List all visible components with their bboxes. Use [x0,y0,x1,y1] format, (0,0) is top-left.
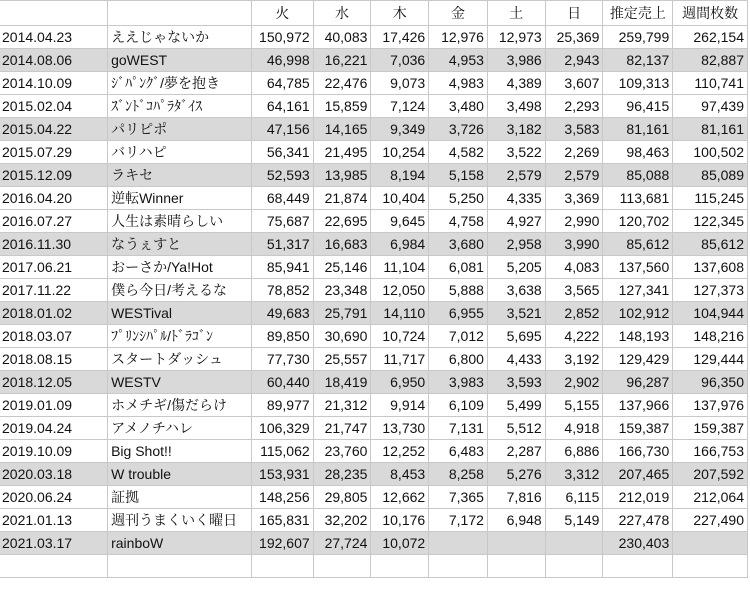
sales-value-cell[interactable]: 81,161 [673,118,748,141]
sales-value-cell[interactable]: 5,276 [487,463,545,486]
empty-cell[interactable] [371,555,429,578]
sales-value-cell[interactable]: 5,512 [487,417,545,440]
sales-value-cell[interactable]: 4,758 [429,210,488,233]
sales-value-cell[interactable]: 85,088 [603,164,673,187]
table-row [0,26,748,49]
sales-value-cell[interactable]: 89,977 [251,394,313,417]
table-row [0,164,748,187]
empty-cell[interactable] [251,555,313,578]
empty-cell[interactable] [487,555,545,578]
sales-value-cell[interactable]: 2,269 [545,141,603,164]
sales-value-cell[interactable]: 8,258 [429,463,488,486]
sales-value-cell[interactable]: 23,348 [313,279,371,302]
sales-value-cell[interactable]: 78,852 [251,279,313,302]
sales-value-cell[interactable]: 23,760 [313,440,371,463]
sales-value-cell[interactable]: 81,161 [603,118,673,141]
sales-value-cell[interactable]: 148,256 [251,486,313,509]
sales-value-cell[interactable]: 2,990 [545,210,603,233]
empty-row [0,555,748,578]
table-row [0,256,748,279]
sales-value-cell[interactable]: 12,662 [371,486,429,509]
header-cell[interactable]: 日 [545,1,603,26]
sales-value-cell[interactable]: 60,440 [251,371,313,394]
sales-value-cell[interactable]: 51,317 [251,233,313,256]
sales-value-cell[interactable]: 64,161 [251,95,313,118]
sales-value-cell[interactable]: 85,941 [251,256,313,279]
sales-value-cell[interactable]: 102,912 [603,302,673,325]
table-row [0,532,748,555]
release-date-cell[interactable]: 2018.01.02 [0,302,108,325]
table-row [0,486,748,509]
table-row [0,509,748,532]
single-title-cell[interactable]: なうぇすと [108,233,252,256]
sales-value-cell[interactable]: 9,914 [371,394,429,417]
sales-value-cell[interactable]: 159,387 [603,417,673,440]
sales-value-cell[interactable]: 12,252 [371,440,429,463]
sales-value-cell[interactable]: 96,287 [603,371,673,394]
sales-value-cell[interactable]: 25,791 [313,302,371,325]
sales-value-cell[interactable]: 4,433 [487,348,545,371]
release-date-cell[interactable]: 2019.01.09 [0,394,108,417]
sales-value-cell[interactable]: 5,695 [487,325,545,348]
release-date-cell[interactable]: 2018.08.15 [0,348,108,371]
sales-value-cell[interactable]: 3,680 [429,233,488,256]
sales-value-cell[interactable]: 64,785 [251,72,313,95]
sales-value-cell[interactable]: 100,502 [673,141,748,164]
sales-value-cell[interactable]: 6,081 [429,256,488,279]
sales-value-cell[interactable]: 192,607 [251,532,313,555]
table-row [0,302,748,325]
sales-value-cell[interactable]: 3,312 [545,463,603,486]
sales-value-cell[interactable]: 22,476 [313,72,371,95]
header-cell[interactable]: 金 [429,1,488,26]
sales-value-cell[interactable]: 97,439 [673,95,748,118]
header-row [0,1,748,26]
release-date-cell[interactable]: 2014.04.23 [0,26,108,49]
sales-value-cell[interactable]: 89,850 [251,325,313,348]
sales-value-cell[interactable]: 159,387 [673,417,748,440]
sales-value-cell[interactable]: 56,341 [251,141,313,164]
sales-value-cell[interactable]: 75,687 [251,210,313,233]
sales-value-cell[interactable]: 122,345 [673,210,748,233]
table-row [0,210,748,233]
single-title-cell[interactable]: Big Shot!! [108,440,252,463]
sales-value-cell[interactable]: 262,154 [673,26,748,49]
release-date-cell[interactable]: 2016.07.27 [0,210,108,233]
release-date-cell[interactable]: 2015.04.22 [0,118,108,141]
sales-value-cell[interactable]: 4,927 [487,210,545,233]
sales-value-cell[interactable]: 3,369 [545,187,603,210]
sales-value-cell[interactable]: 68,449 [251,187,313,210]
sales-value-cell[interactable]: 4,389 [487,72,545,95]
sales-value-cell[interactable]: 40,083 [313,26,371,49]
sales-value-cell[interactable]: 9,349 [371,118,429,141]
sales-value-cell[interactable]: 4,983 [429,72,488,95]
sales-value-cell[interactable]: 29,805 [313,486,371,509]
sales-value-cell[interactable]: 115,062 [251,440,313,463]
sales-value-cell[interactable]: 25,369 [545,26,603,49]
sales-value-cell[interactable]: 12,050 [371,279,429,302]
single-title-cell[interactable]: 証拠 [108,486,252,509]
sales-value-cell[interactable]: 22,695 [313,210,371,233]
sales-value-cell[interactable]: 5,149 [545,509,603,532]
release-date-cell[interactable]: 2018.12.05 [0,371,108,394]
header-cell[interactable]: 土 [487,1,545,26]
sales-value-cell[interactable]: 137,966 [603,394,673,417]
sales-value-cell[interactable]: 6,955 [429,302,488,325]
sales-value-cell[interactable]: 21,747 [313,417,371,440]
sales-value-cell[interactable]: 153,931 [251,463,313,486]
table-row [0,348,748,371]
sales-value-cell[interactable] [545,532,603,555]
table-row [0,371,748,394]
single-title-cell[interactable]: おーさか/Ya!Hot [108,256,252,279]
sales-value-cell[interactable]: 207,592 [673,463,748,486]
sales-value-cell[interactable]: 166,753 [673,440,748,463]
sales-value-cell[interactable]: 85,612 [673,233,748,256]
release-date-cell[interactable]: 2021.01.13 [0,509,108,532]
sales-value-cell[interactable]: 4,083 [545,256,603,279]
release-date-cell[interactable]: 2016.11.30 [0,233,108,256]
sales-value-cell[interactable] [429,532,488,555]
single-title-cell[interactable]: rainboW [108,532,252,555]
sales-value-cell[interactable]: 2,293 [545,95,603,118]
sales-value-cell[interactable]: 82,137 [603,49,673,72]
sales-value-cell[interactable]: 11,104 [371,256,429,279]
sales-value-cell[interactable]: 9,073 [371,72,429,95]
sales-value-cell[interactable]: 5,155 [545,394,603,417]
sales-value-cell[interactable]: 5,250 [429,187,488,210]
single-title-cell[interactable]: 僕ら今日/考えるな [108,279,252,302]
sales-value-cell[interactable]: 137,608 [673,256,748,279]
sales-value-cell[interactable]: 4,918 [545,417,603,440]
sales-value-cell[interactable]: 6,948 [487,509,545,532]
sales-value-cell[interactable]: 5,205 [487,256,545,279]
sales-value-cell[interactable] [673,532,748,555]
sales-value-cell[interactable]: 17,426 [371,26,429,49]
single-title-cell[interactable]: ええじゃないか [108,26,252,49]
sales-value-cell[interactable]: 5,158 [429,164,488,187]
sales-value-cell[interactable]: 10,404 [371,187,429,210]
sales-value-cell[interactable]: 10,254 [371,141,429,164]
sales-value-cell[interactable]: 113,681 [603,187,673,210]
sales-value-cell[interactable]: 7,124 [371,95,429,118]
sales-value-cell[interactable]: 3,983 [429,371,488,394]
sales-value-cell[interactable]: 127,341 [603,279,673,302]
single-title-cell[interactable]: ｼﾞﾊﾟﾝｸﾞ/夢を抱き [108,72,252,95]
sales-value-cell[interactable]: 18,419 [313,371,371,394]
sales-value-cell[interactable]: 2,902 [545,371,603,394]
sales-value-cell[interactable]: 4,582 [429,141,488,164]
header-cell[interactable]: 推定売上 [603,1,673,26]
sales-value-cell[interactable]: 21,495 [313,141,371,164]
sales-value-cell[interactable]: 96,415 [603,95,673,118]
sales-value-cell[interactable]: 12,976 [429,26,488,49]
release-date-cell[interactable]: 2015.07.29 [0,141,108,164]
table-row [0,95,748,118]
sales-value-cell[interactable]: 14,110 [371,302,429,325]
single-title-cell[interactable]: アメノチハレ [108,417,252,440]
release-date-cell[interactable]: 2019.10.09 [0,440,108,463]
sales-value-cell[interactable]: 129,444 [673,348,748,371]
single-title-cell[interactable]: スタートダッシュ [108,348,252,371]
table-row [0,463,748,486]
sales-value-cell[interactable]: 109,313 [603,72,673,95]
sales-value-cell[interactable]: 3,192 [545,348,603,371]
sales-value-cell[interactable]: 28,235 [313,463,371,486]
sales-value-cell[interactable]: 2,852 [545,302,603,325]
sales-value-cell[interactable]: 11,717 [371,348,429,371]
sales-value-cell[interactable]: 49,683 [251,302,313,325]
sales-value-cell[interactable]: 207,465 [603,463,673,486]
release-date-cell[interactable]: 2015.02.04 [0,95,108,118]
sales-value-cell[interactable]: 7,131 [429,417,488,440]
table-row [0,440,748,463]
release-date-cell[interactable]: 2020.03.18 [0,463,108,486]
sales-value-cell[interactable]: 3,990 [545,233,603,256]
header-cell[interactable] [0,1,108,26]
sales-value-cell[interactable]: 110,741 [673,72,748,95]
sales-value-cell[interactable]: 4,953 [429,49,488,72]
release-date-cell[interactable]: 2014.08.06 [0,49,108,72]
single-title-cell[interactable]: WESTV [108,371,252,394]
sales-value-cell[interactable]: 52,593 [251,164,313,187]
release-date-cell[interactable]: 2018.03.07 [0,325,108,348]
sales-value-cell[interactable]: 7,365 [429,486,488,509]
sales-value-cell[interactable]: 2,943 [545,49,603,72]
single-title-cell[interactable]: 人生は素晴らしい [108,210,252,233]
sales-value-cell[interactable]: 3,593 [487,371,545,394]
sales-value-cell[interactable]: 2,579 [487,164,545,187]
sales-value-cell[interactable]: 8,453 [371,463,429,486]
empty-cell[interactable] [429,555,488,578]
sales-value-cell[interactable]: 212,019 [603,486,673,509]
sales-value-cell[interactable]: 46,998 [251,49,313,72]
sales-value-cell[interactable]: 9,645 [371,210,429,233]
sales-value-cell[interactable]: 25,146 [313,256,371,279]
sales-value-cell[interactable]: 5,888 [429,279,488,302]
sales-value-cell[interactable]: 15,859 [313,95,371,118]
sales-value-cell[interactable]: 129,429 [603,348,673,371]
sales-value-cell[interactable]: 127,373 [673,279,748,302]
sales-value-cell[interactable]: 2,579 [545,164,603,187]
sales-value-cell[interactable]: 166,730 [603,440,673,463]
sales-value-cell[interactable]: 10,176 [371,509,429,532]
table-row [0,141,748,164]
single-title-cell[interactable]: goWEST [108,49,252,72]
sales-value-cell[interactable]: 4,335 [487,187,545,210]
sales-value-cell[interactable]: 30,690 [313,325,371,348]
sales-value-cell[interactable]: 47,156 [251,118,313,141]
release-date-cell[interactable]: 2020.06.24 [0,486,108,509]
sales-value-cell[interactable]: 6,950 [371,371,429,394]
sales-value-cell[interactable]: 6,984 [371,233,429,256]
sales-value-cell[interactable]: 3,182 [487,118,545,141]
sales-value-cell[interactable]: 25,557 [313,348,371,371]
release-date-cell[interactable]: 2017.11.22 [0,279,108,302]
release-date-cell[interactable]: 2014.10.09 [0,72,108,95]
sales-value-cell[interactable]: 6,483 [429,440,488,463]
sales-value-cell[interactable]: 98,463 [603,141,673,164]
table-row [0,187,748,210]
sales-value-cell[interactable]: 85,612 [603,233,673,256]
single-title-cell[interactable]: ﾌﾟﾘﾝｼﾊﾟﾙ/ﾄﾞﾗｺﾞﾝ [108,325,252,348]
table-row [0,72,748,95]
sales-value-cell[interactable]: 6,109 [429,394,488,417]
sales-value-cell[interactable]: 106,329 [251,417,313,440]
sales-value-cell[interactable]: 7,036 [371,49,429,72]
sales-value-cell[interactable]: 137,976 [673,394,748,417]
sales-value-cell[interactable]: 3,726 [429,118,488,141]
release-date-cell[interactable]: 2017.06.21 [0,256,108,279]
empty-cell[interactable] [0,555,108,578]
release-date-cell[interactable]: 2019.04.24 [0,417,108,440]
release-date-cell[interactable]: 2021.03.17 [0,532,108,555]
table-row [0,394,748,417]
table-row [0,49,748,72]
sales-value-cell[interactable]: 13,730 [371,417,429,440]
sales-value-cell[interactable]: 8,194 [371,164,429,187]
sales-value-cell[interactable]: 14,165 [313,118,371,141]
sales-value-cell[interactable]: 12,973 [487,26,545,49]
single-title-cell[interactable]: WESTival [108,302,252,325]
sales-value-cell[interactable]: 227,490 [673,509,748,532]
sales-value-cell[interactable]: 3,638 [487,279,545,302]
sales-value-cell[interactable]: 3,522 [487,141,545,164]
sales-value-cell[interactable]: 230,403 [603,532,673,555]
sales-value-cell[interactable]: 7,172 [429,509,488,532]
header-cell[interactable]: 火 [251,1,313,26]
header-cell[interactable]: 水 [313,1,371,26]
empty-cell[interactable] [545,555,603,578]
sales-value-cell[interactable]: 6,800 [429,348,488,371]
sales-value-cell[interactable]: 96,350 [673,371,748,394]
sales-value-cell[interactable]: 77,730 [251,348,313,371]
sales-value-cell[interactable]: 4,222 [545,325,603,348]
sales-value-cell[interactable]: 259,799 [603,26,673,49]
sales-value-cell[interactable] [487,532,545,555]
sales-value-cell[interactable]: 2,958 [487,233,545,256]
single-title-cell[interactable]: ホメチギ/傷だらけ [108,394,252,417]
sales-value-cell[interactable]: 3,498 [487,95,545,118]
sales-value-cell[interactable]: 165,831 [251,509,313,532]
single-title-cell[interactable]: 逆転Winner [108,187,252,210]
table-row [0,325,748,348]
sales-value-cell[interactable]: 6,115 [545,486,603,509]
empty-cell[interactable] [313,555,371,578]
sales-value-cell[interactable]: 2,287 [487,440,545,463]
sales-value-cell[interactable]: 3,565 [545,279,603,302]
single-title-cell[interactable]: パリピポ [108,118,252,141]
sales-value-cell[interactable]: 21,312 [313,394,371,417]
release-date-cell[interactable]: 2016.04.20 [0,187,108,210]
sales-value-cell[interactable]: 104,944 [673,302,748,325]
sales-value-cell[interactable]: 3,986 [487,49,545,72]
sales-value-cell[interactable]: 7,816 [487,486,545,509]
sales-value-cell[interactable]: 150,972 [251,26,313,49]
sales-value-cell[interactable]: 148,216 [673,325,748,348]
header-cell[interactable] [108,1,252,26]
single-title-cell[interactable]: 週刊うまくいく曜日 [108,509,252,532]
sales-value-cell[interactable]: 7,012 [429,325,488,348]
sales-value-cell[interactable]: 13,985 [313,164,371,187]
sales-value-cell[interactable]: 10,724 [371,325,429,348]
sales-value-cell[interactable]: 27,724 [313,532,371,555]
sales-value-cell[interactable]: 10,072 [371,532,429,555]
table-row [0,417,748,440]
sales-value-cell[interactable]: 32,202 [313,509,371,532]
sales-value-cell[interactable]: 82,887 [673,49,748,72]
table-row [0,233,748,256]
table-row [0,279,748,302]
sales-value-cell[interactable]: 16,683 [313,233,371,256]
sales-value-cell[interactable]: 3,607 [545,72,603,95]
sales-value-cell[interactable]: 137,560 [603,256,673,279]
single-title-cell[interactable]: バリハピ [108,141,252,164]
sales-value-cell[interactable]: 120,702 [603,210,673,233]
sales-value-cell[interactable]: 227,478 [603,509,673,532]
empty-cell[interactable] [108,555,252,578]
sales-value-cell[interactable]: 21,874 [313,187,371,210]
sales-value-cell[interactable]: 6,886 [545,440,603,463]
sales-value-cell[interactable]: 85,089 [673,164,748,187]
single-title-cell[interactable]: ラキセ [108,164,252,187]
sales-value-cell[interactable]: 212,064 [673,486,748,509]
table-row [0,118,748,141]
empty-cell[interactable] [673,555,748,578]
sales-value-cell[interactable]: 5,499 [487,394,545,417]
single-title-cell[interactable]: ｽﾞﾝﾄﾞｺﾊﾟﾗﾀﾞｲｽ [108,95,252,118]
header-cell[interactable]: 週間枚数 [673,1,748,26]
single-title-cell[interactable]: W trouble [108,463,252,486]
sales-value-cell[interactable]: 148,193 [603,325,673,348]
release-date-cell[interactable]: 2015.12.09 [0,164,108,187]
header-cell[interactable]: 木 [371,1,429,26]
sales-value-cell[interactable]: 3,521 [487,302,545,325]
sales-value-cell[interactable]: 3,480 [429,95,488,118]
sales-value-cell[interactable]: 115,245 [673,187,748,210]
empty-cell[interactable] [603,555,673,578]
sales-value-cell[interactable]: 16,221 [313,49,371,72]
sales-value-cell[interactable]: 3,583 [545,118,603,141]
